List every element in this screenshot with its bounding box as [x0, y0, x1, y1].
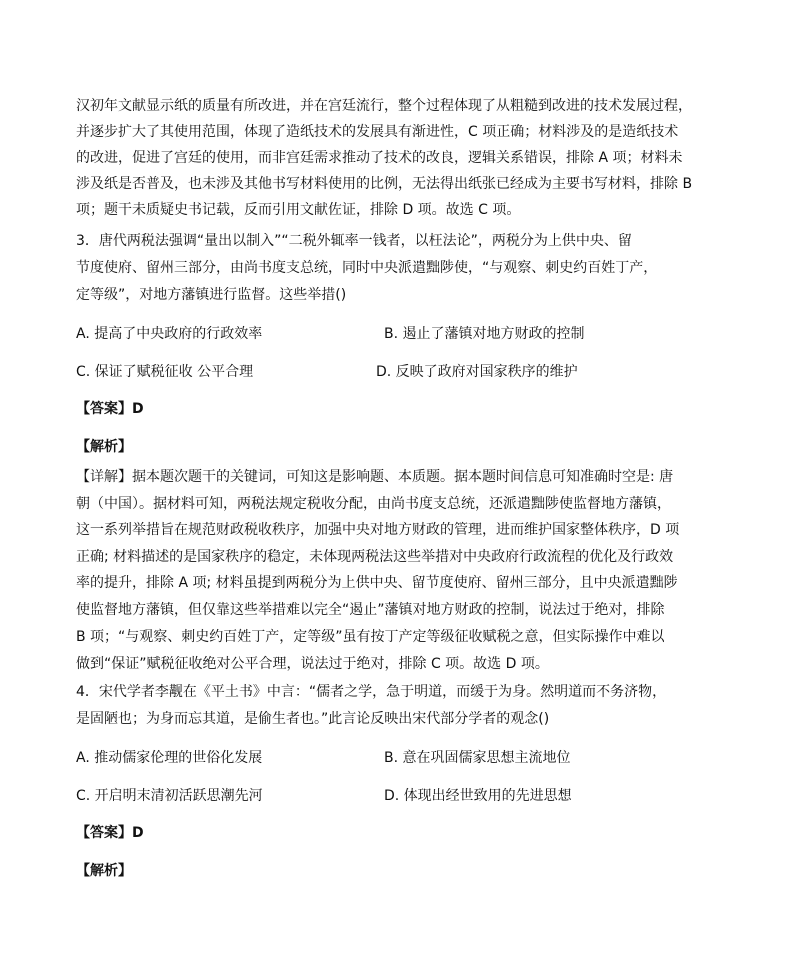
q4-stem-line-2: 是固陋也；为身而忘其道，是偷生者也。”此言论反映出宋代部分学者的观念() — [76, 711, 550, 727]
q3-option-d: D. 反映了政府对国家秩序的维护 — [376, 364, 578, 380]
q3-option-b: B. 遏止了藩镇对地方财政的控制 — [384, 326, 585, 342]
q4-option-b: B. 意在巩固儒家思想主流地位 — [384, 750, 571, 766]
q3-option-a: A. 提高了中央政府的行政效率 — [76, 326, 263, 342]
q4-option-c: C. 开启明末清初活跃思潮先河 — [76, 788, 263, 804]
q3-detail-line-1: 【详解】据本题次题干的关键词，可知这是影响题、本质题。据本题时间信息可知准确时空是: 唐 — [76, 469, 674, 485]
q3-stem-line-3: 定等级”，对地方藩镇进行监督。这些举措() — [76, 287, 347, 303]
q3-detail-line-7: B 项；“与观察、刺史约百姓丁产，定等级”虽有按丁产定等级征收赋税之意，但实际操作中难以 — [76, 629, 665, 645]
q4-answer: 【答案】D — [76, 825, 144, 841]
q4-option-d: D. 体现出经世致用的先进思想 — [384, 788, 572, 804]
intro-line-3: 的改进，促进了宫廷的使用，而非宫廷需求推动了技术的改良，逻辑关系错误，排除 A 项；材料未 — [76, 150, 683, 166]
intro-line-1: 汉初年文献显示纸的质量有所改进，并在宫廷流行，整个过程体现了从粗糙到改进的技术发展过程， — [76, 98, 692, 114]
q4-option-a: A. 推动儒家伦理的世俗化发展 — [76, 750, 263, 766]
q4-stem-line-1: 4．宋代学者李觏在《平土书》中言：“儒者之学，急于明道，而缓于为身。然明道而不务济物， — [76, 684, 667, 700]
intro-line-4: 涉及纸是否普及，也未涉及其他书写材料使用的比例，无法得出纸张已经成为主要书写材料，排除 B — [76, 176, 693, 192]
q3-option-c: C. 保证了赋税征收 公平合理 — [76, 364, 254, 380]
q3-stem-line-2: 节度使府、留州三部分，由尚书度支总统，同时中央派遣黜陟使，“与观察、刺史约百姓丁产， — [76, 260, 658, 276]
q3-analysis-label: 【解析】 — [76, 439, 132, 455]
q3-detail-line-3: 这一系列举措旨在规范财政税收秩序，加强中央对地方财政的管理，进而维护国家整体秩序，D 项 — [76, 522, 680, 538]
q3-detail-line-2: 朝（中国）。据材料可知，两税法规定税收分配，由尚书度支总统，还派遣黜陟使监督地方藩镇， — [76, 496, 671, 512]
intro-line-2: 并逐步扩大了其使用范围，体现了造纸技术的发展具有渐进性，C 项正确；材料涉及的是造纸技术 — [76, 124, 679, 140]
q3-detail-line-6: 使监督地方藩镇，但仅靠这些举措难以完全“遏止”藩镇对地方财政的控制，说法过于绝对，排除 — [76, 602, 665, 618]
q4-analysis-label: 【解析】 — [76, 863, 132, 879]
q3-stem-line-1: 3．唐代两税法强调“量出以制入”“二税外辄率一钱者，以枉法论”，两税分为上供中央、留 — [76, 233, 632, 249]
intro-line-5: 项；题干未质疑史书记载，反而引用文献佐证，排除 D 项。故选 C 项。 — [76, 202, 521, 218]
q3-detail-line-5: 率的提升，排除 A 项; 材料虽提到两税分为上供中央、留节度使府、留州三部分，且中央派遣黜陟 — [76, 575, 678, 591]
q3-answer: 【答案】D — [76, 401, 144, 417]
q3-detail-line-8: 做到“保证”赋税征收绝对公平合理，说法过于绝对，排除 C 项。故选 D 项。 — [76, 656, 549, 672]
q3-detail-line-4: 正确; 材料描述的是国家秩序的稳定，未体现两税法这些举措对中央政府行政流程的优化及行政效 — [76, 549, 674, 565]
